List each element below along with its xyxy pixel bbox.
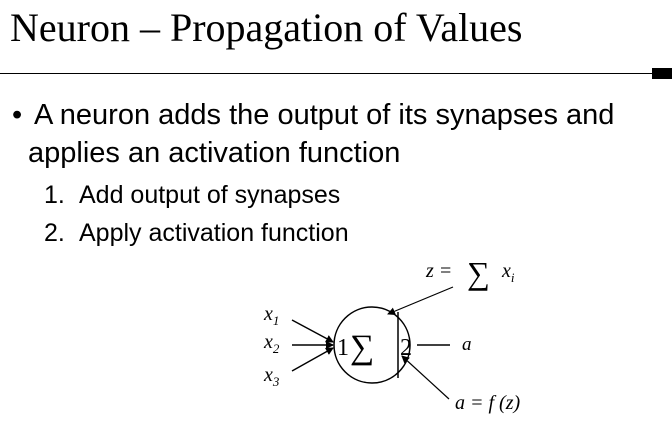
input-arrow-3 — [292, 348, 333, 371]
activation-formula: a = f (z) — [455, 392, 521, 414]
output-label-a: a — [462, 334, 472, 355]
slide-title: Neuron – Propagation of Values — [10, 5, 523, 50]
bullet-text-line2: applies an activation function — [28, 137, 401, 169]
step-number: 2. — [44, 219, 65, 247]
input-arrow-1 — [292, 320, 333, 342]
bullet-text-line1: A neuron adds the output of its synapses and — [34, 99, 615, 131]
input-label-x2: $x_2$ — [264, 331, 280, 356]
input-label-x3: $x_3$ — [264, 364, 280, 389]
z-pointer-arrow — [388, 287, 453, 314]
input-label-x1: $x_1$ — [264, 303, 280, 328]
activation-pointer-arrow — [402, 356, 449, 399]
step-text: Add output of synapses — [79, 181, 341, 209]
step-text: Apply activation function — [79, 219, 349, 247]
neuron-step-one-label: 1 — [337, 335, 349, 361]
neuron-step-two-label: 2 — [400, 335, 412, 361]
z-formula-lhs: z = — [426, 260, 453, 282]
step-number: 1. — [44, 181, 65, 209]
bullet-marker: • — [12, 99, 23, 131]
sum-symbol: ∑ — [350, 329, 375, 366]
z-formula-sum: ∑ — [467, 255, 490, 291]
z-formula-x: $x_i$ — [502, 260, 515, 285]
